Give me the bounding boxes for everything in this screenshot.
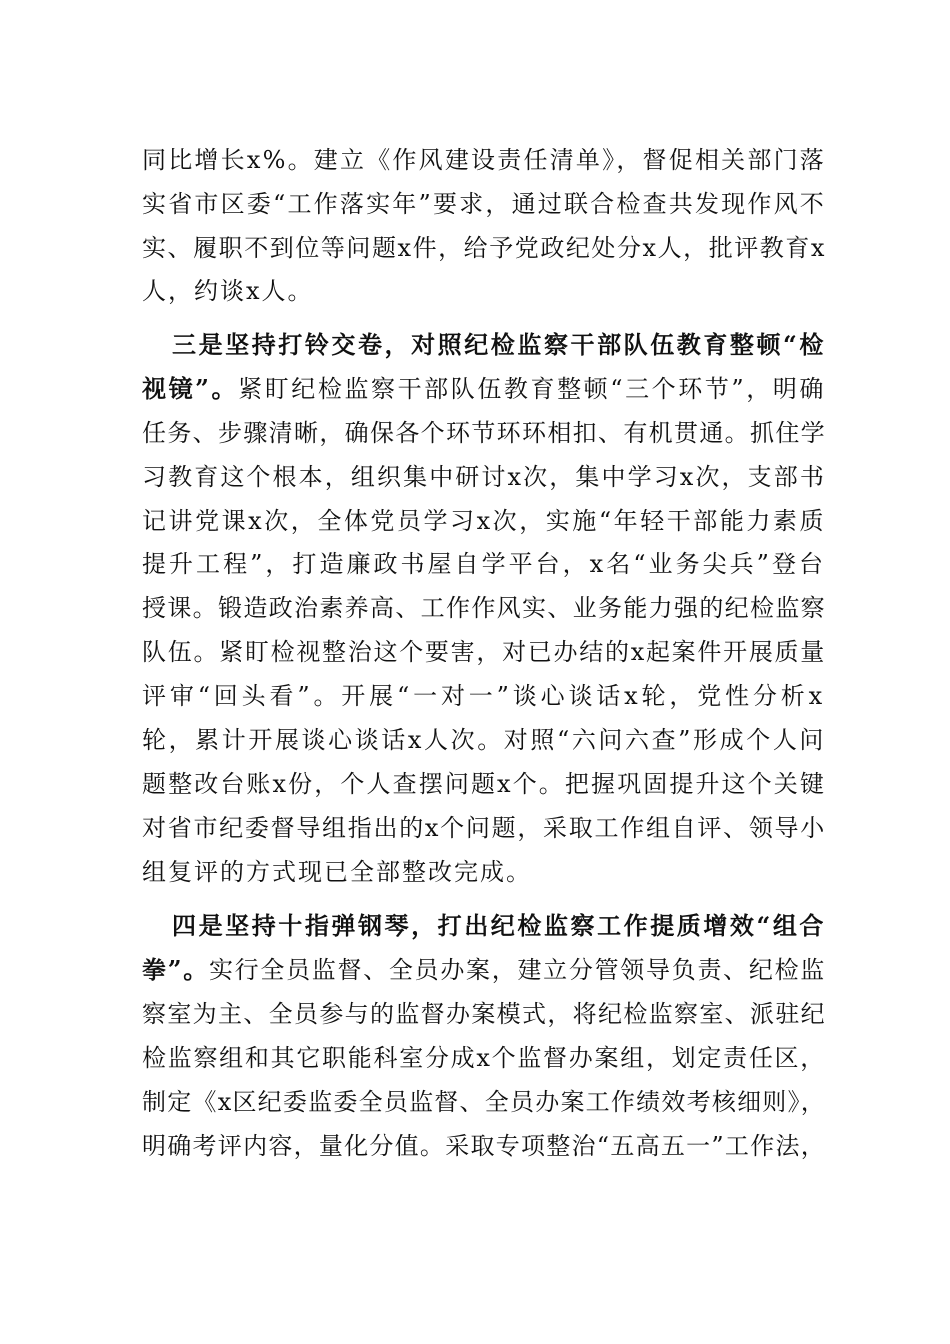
text-line-content — [142, 718, 826, 762]
body-text: 习教育这个根本，组织集中研讨x次，集中学习x次，支部书 — [142, 463, 826, 491]
text-line — [0, 455, 950, 499]
text-line — [0, 806, 950, 850]
body-text: 队伍。紧盯检视整治这个要害，对已办结的x起案件开展质量 — [142, 638, 826, 666]
text-line-content — [142, 182, 826, 226]
body-text: 评审“回头看”。开展“一对一”谈心谈话x轮，党性分析x — [142, 682, 826, 710]
body-text: 实、履职不到位等问题x件，给予党政纪处分x人，批评教育x — [142, 234, 826, 262]
text-line — [0, 411, 950, 455]
text-line-content — [142, 630, 826, 674]
text-line-content — [142, 850, 532, 894]
text-line — [0, 586, 950, 630]
text-line-content — [142, 269, 314, 313]
text-line — [0, 992, 950, 1036]
text-line-content — [142, 762, 826, 806]
text-line-content — [142, 1036, 826, 1080]
body-text: 人，约谈x人。 — [142, 277, 314, 305]
text-line — [0, 226, 950, 270]
text-line — [0, 948, 950, 992]
text-line — [0, 718, 950, 762]
text-line — [0, 1036, 950, 1080]
body-text: 检监察组和其它职能科室分成x个监督办案组，划定责任区， — [142, 1044, 826, 1072]
bold-lead-text: 拳”。 — [142, 955, 209, 984]
text-line-content — [142, 542, 826, 586]
text-line-content — [142, 586, 826, 630]
text-line — [0, 269, 950, 313]
text-line — [0, 1124, 950, 1168]
text-line — [0, 1080, 950, 1124]
text-line — [0, 542, 950, 586]
body-text: 同比增长x%。建立《作风建设责任清单》，督促相关部门落 — [142, 146, 826, 174]
text-line-content — [142, 367, 826, 411]
text-line-content — [142, 411, 826, 455]
text-line-content — [142, 992, 826, 1036]
body-text: 轮，累计开展谈心谈话x人次。对照“六问六查”形成个人问 — [142, 726, 826, 754]
text-line-content — [142, 138, 826, 182]
body-text: 实行全员监督、全员办案，建立分管领导负责、纪检监 — [208, 956, 826, 984]
text-line — [0, 499, 950, 543]
text-line-content — [142, 674, 826, 718]
text-line-content — [142, 948, 826, 992]
body-text: 授课。锻造政治素养高、工作作风实、业务能力强的纪检监察 — [142, 594, 826, 622]
text-line — [0, 138, 950, 182]
body-text: 记讲党课x次，全体党员学习x次，实施“年轻干部能力素质 — [142, 507, 826, 535]
body-text: 察室为主、全员参与的监督办案模式，将纪检监察室、派驻纪 — [142, 1000, 826, 1028]
text-line — [0, 323, 950, 367]
body-text: 紧盯纪检监察干部队伍教育整顿“三个环节”，明确 — [238, 375, 826, 403]
body-text: 提升工程”，打造廉政书屋自学平台，x名“业务尖兵”登台 — [142, 550, 826, 578]
bold-lead-text: 四是坚持十指弹钢琴，打出纪检监察工作提质增效“组合 — [172, 911, 826, 940]
text-line-content — [142, 499, 826, 543]
text-line — [0, 850, 950, 894]
text-line-content — [142, 1124, 826, 1168]
text-line — [0, 762, 950, 806]
body-text: 实省市区委“工作落实年”要求，通过联合检查共发现作风不 — [142, 190, 826, 218]
body-text: 题整改台账x份，个人查摆问题x个。把握巩固提升这个关键 — [142, 770, 826, 798]
text-line — [0, 630, 950, 674]
text-line-content — [172, 904, 826, 948]
text-line — [0, 674, 950, 718]
bold-lead-text: 视镜”。 — [142, 374, 239, 403]
body-text: 任务、步骤清晰，确保各个环节环环相扣、有机贯通。抓住学 — [142, 419, 826, 447]
text-line-content — [142, 455, 826, 499]
body-text: 组复评的方式现已全部整改完成。 — [142, 858, 532, 886]
text-line-content — [142, 226, 826, 270]
text-line-content — [142, 806, 826, 850]
body-text: 明确考评内容，量化分值。采取专项整治“五高五一”工作法， — [142, 1132, 826, 1160]
text-line — [0, 367, 950, 411]
text-line-content — [172, 323, 826, 367]
text-line — [0, 904, 950, 948]
text-line — [0, 182, 950, 226]
body-text: 对省市纪委督导组指出的x个问题，采取工作组自评、领导小 — [142, 814, 826, 842]
text-line-content — [142, 1080, 826, 1124]
body-text: 制定《x区纪委监委全员监督、全员办案工作绩效考核细则》， — [142, 1088, 826, 1116]
bold-lead-text: 三是坚持打铃交卷，对照纪检监察干部队伍教育整顿“检 — [172, 330, 826, 359]
